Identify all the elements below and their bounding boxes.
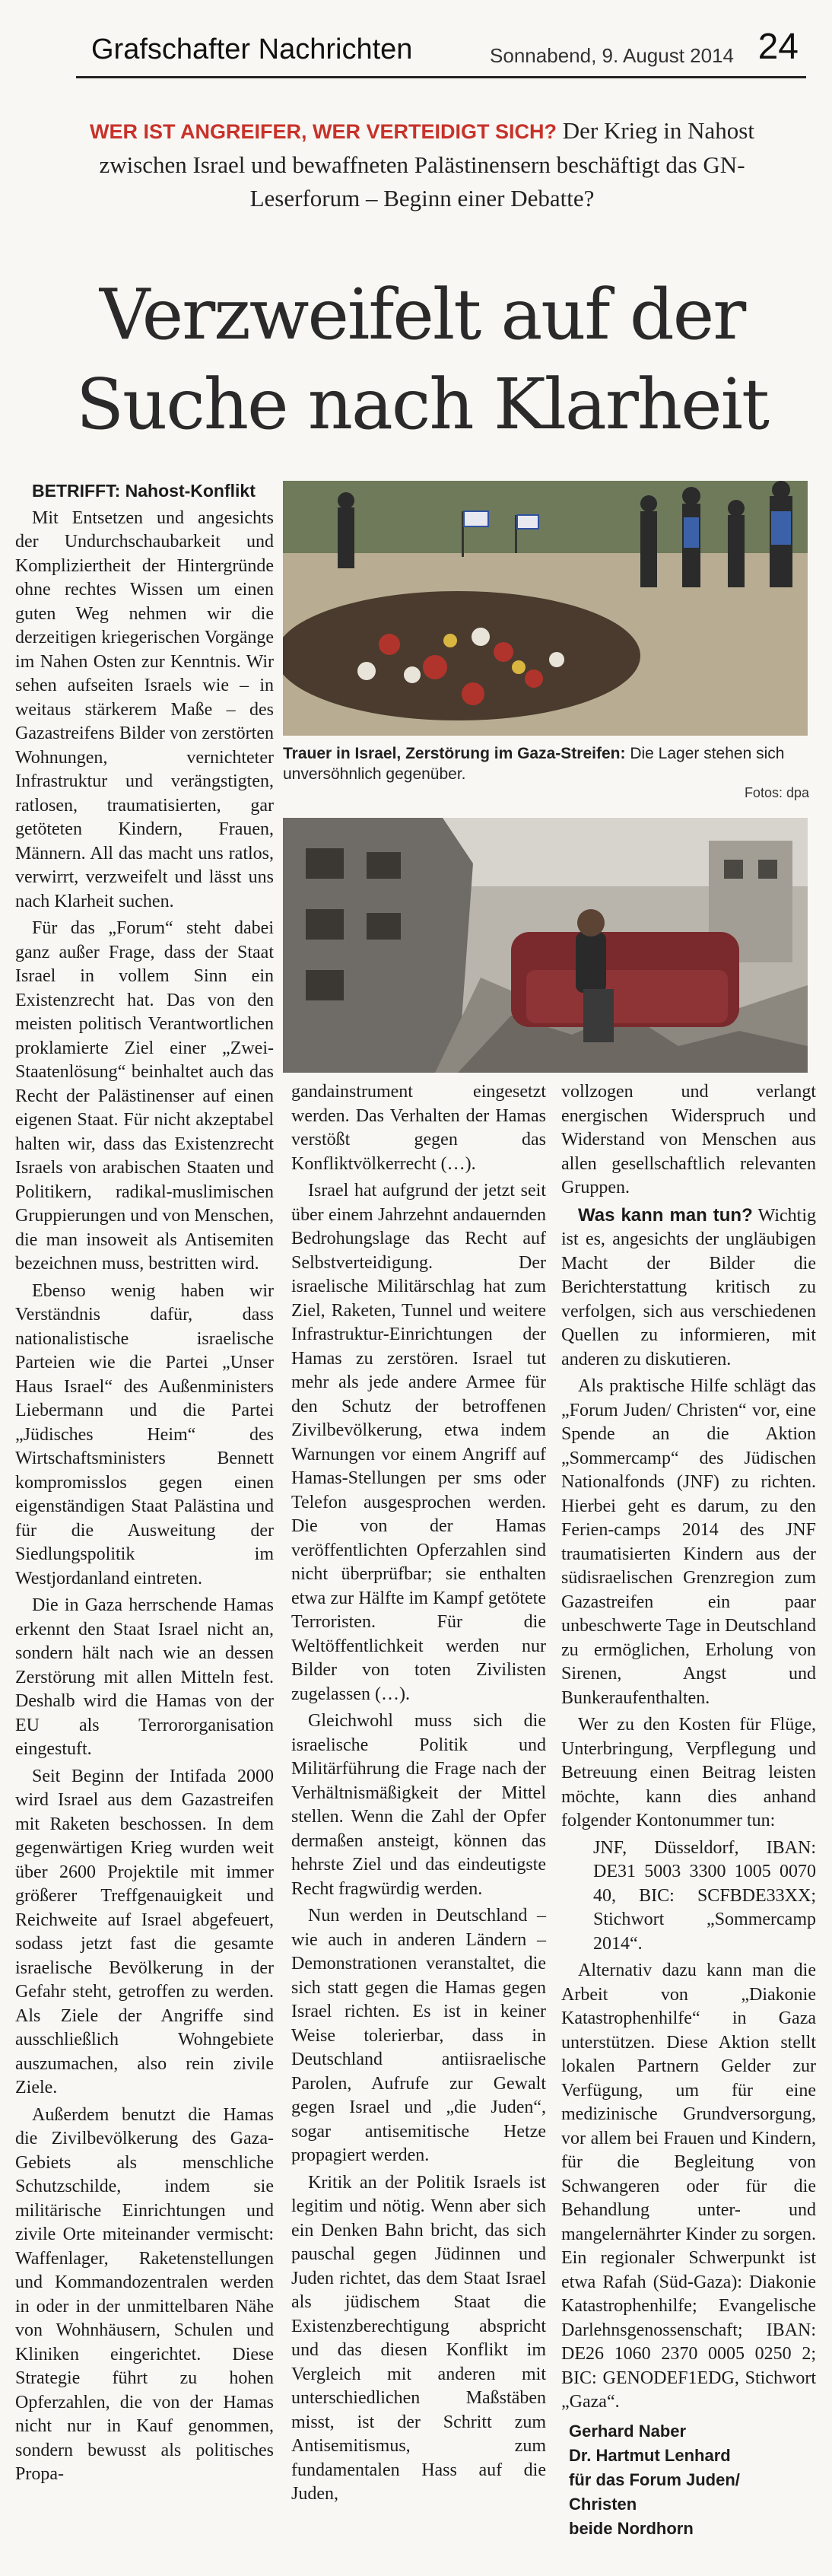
page-header <box>76 23 806 78</box>
paragraph: vollzogen und verlangt energischen Widerspruch und Widerstand von Menschen aus allen gesellschaftlich relevanten Gruppen. <box>561 1082 816 1197</box>
bank-details-jnf: JNF, Düsseldorf, IBAN: DE31 5003 3300 1005 0070 40, BIC: SCFBDE33XX; Stichwort „Sommercamp 2014“. <box>593 1837 816 1954</box>
caption-text: Die Lager stehen sich unversöhnlich gegenüber. <box>283 745 785 783</box>
paragraph: gandainstrument eingesetzt werden. Das Verhalten der Hamas verstößt gegen das Konfliktvölkerrecht (…). <box>291 1082 546 1174</box>
headline-line-2: Suche nach Klarheit <box>76 364 768 445</box>
paragraph: Kritik an der Politik Israels ist legitim und nötig. Wenn aber sich ein Denken Bahn bricht, das sich pauschal gegen Jüdinnen und Juden richtet, das dem Staat Israel als jüdischem Staat die Existenzberechtigung abspricht und das diesen Konflikt im Vergleich mit anderen mit unterschiedlichen Maßstäben misst, ist der Schritt zum Antisemitismus, zum fundamentalen Hass auf die Juden, <box>291 2172 546 2504</box>
headline <box>46 270 799 450</box>
photo-caption <box>283 743 808 784</box>
article-column-3 <box>561 1080 816 2539</box>
paragraph: Gleichwohl muss sich die israelische Politik und Militärführung die Frage nach der Verhältnismäßigkeit der Mittel stellen. Wenn die Zahl der Opfer dermaßen ansteigt, können das hehrste Ziel und das eindeutigste Recht fragwürdig werden. <box>291 1711 546 1899</box>
photo-mourning-israel <box>283 481 808 736</box>
paragraph: Für das „Forum“ steht dabei ganz außer Frage, dass der Staat Israel in vollem Sinn ein Existenzrecht hat. Das von den meisten politisch Verantwortlichen proklamierte Ziel einer „Zwei-Staatenlösung“ beinhaltet auch das Recht der Palästinenser auf einen eigenen Staat. Für nicht akzeptabel halten wir, dass das Existenzrecht Israels von arabischen Staaten und Politikern, radikal-muslimischen Gruppierungen und von Menschen, die man insoweit als Antisemiten bezeichnen muss, bestritten wird. <box>15 918 274 1274</box>
paragraph: Die in Gaza herrschende Hamas erkennt den Staat Israel nicht an, sondern hält nach wie an dessen Zerstörung mit allen Mitteln fest. Deshalb wird die Hamas von der EU als Terrororganisation eingestuft. <box>15 1595 274 1759</box>
newspaper-name: Grafschafter Nachrichten <box>91 33 413 65</box>
photo-credit: Fotos: dpa <box>744 785 809 800</box>
headline-line-1: Verzweifelt auf der <box>99 274 745 355</box>
signature-name-2: Dr. Hartmut Lenhard <box>569 2445 731 2465</box>
kicker-highlight: WER IST ANGREIFER, WER VERTEIDIGT SICH? <box>89 120 557 143</box>
article-column-2 <box>291 1080 546 2507</box>
signature-affiliation: für das Forum Juden/ <box>569 2469 740 2489</box>
betrifft-line: BETRIFFT: Nahost-Konflikt <box>32 481 256 501</box>
paragraph: Israel hat aufgrund der jetzt seit über einem Jahrzehnt andauernden Bedrohungslage das Recht auf Selbstverteidigung. Der israelische Militärschlag hat zum Ziel, Raketen, Tunnel und weitere Infrastruktur-Einrichtungen der Hamas zu zerstören. Israel tut mehr als jede andere Armee für den Schutz der betroffenen Zivilbevölkerung, etwa indem Warnungen vor einem Angriff auf Hamas-Stellungen per sms oder Telefon ausgesprochen werden. Die von der Hamas veröffentlichten Opferzahlen sind nicht überprüfbar; sie enthalten etwa zur Hälfte im Kampf getötete Terroristen. Für die Weltöffentlichkeit werden nur Bilder von toten Zivilisten zugelassen (…). <box>291 1181 546 1704</box>
page-number: 24 <box>757 27 799 67</box>
signature-affiliation-2: Christen <box>569 2494 637 2514</box>
paragraph: Mit Entsetzen und angesichts der Undurchschaubarkeit und Kompliziertheit der Hintergründe ohne rechtes Wissen um einen guten Weg nehmen wir die derzeitigen kriegerischen Vorgänge im Nahen Osten zur Kenntnis. Wir sehen aufseiten Israels wie – in weitaus stärkerem Maße – des Gazastreifens Bilder von zerstörten Wohnungen, vernichteter Infrastruktur und verängstigten, ratlosen, traumatisierten, gar getöteten Kindern, Frauen, Männern. All das macht uns ratlos, verwirrt, verzweifelt und lässt uns nach Klarheit suchen. <box>15 507 274 911</box>
subheading-was-kann-man-tun: Was kann man tun? <box>578 1204 753 1226</box>
paragraph: Als praktische Hilfe schlägt das „Forum Juden/ Christen“ vor, eine Spende an die Aktion „Sommercamp“ des Jüdischen Nationalfonds (JNF) zu richten. Hierbei geht es darum, zu den Ferien-camps 2014 des JNF traumatisierten Kindern aus der südisraelischen Grenzregion zum Gazastreifen ein paar unbeschwerte Tage in Deutschland zu ermöglichen, Erholung von Sirenen, Angst und Bunkeraufenthalten. <box>561 1376 816 1708</box>
paragraph: Alternativ dazu kann man die Arbeit von „Diakonie Katastrophenhilfe“ in Gaza unterstützen. Diese Aktion stellt lokalen Partnern Gelder zur Verfügung, um für eine medizinische Grundversorgung, vor allem bei Frauen und Kindern, für die Begleitung von Schwangeren oder für die Behandlung unter- und mangelernährter Kinder zu sorgen. Ein regionaler Schwerpunkt ist etwa Rafah (Süd-Gaza): Diakonie Katastrophenhilfe; Evangelische Darlehnsgenossenschaft; IBAN: DE26 1060 2370 0005 0250 2; BIC: GENODEF1EDG, Stichwort „Gaza“. <box>561 1961 816 2412</box>
kicker <box>68 114 776 215</box>
photo-destruction-gaza <box>283 818 808 1073</box>
kicker-text: Der Krieg in Nahost zwischen Israel und bewaffneten Palästinensern beschäftigt das GN-Leserforum – Beginn einer Debatte? <box>99 117 754 211</box>
article-column-1 <box>15 479 274 2487</box>
paragraph: Seit Beginn der Intifada 2000 wird Israel aus dem Gazastreifen mit Raketen beschossen. In dem gegenwärtigen Krieg wurden weit über 2600 Projektile mit immer größerer Treffgenauigkeit und Reichweite auf Israel abgefeuert, sodass jetzt fast die gesamte israelische Bevölkerung in der Gefahr steht, getroffen zu werden. Als Ziele der Angriffe sind ausschließlich Wohngebiete auszumachen, also rein zivile Ziele. <box>15 1766 274 2097</box>
signature-name-1: Gerhard Naber <box>569 2421 687 2441</box>
paragraph-text: Wichtig ist es, angesichts der ungläubigen Macht der Bilder die Berichterstattung kritisch zu verfolgen, sich aus verschiedenen Quellen zu informieren, mit anderen zu diskutieren. <box>561 1205 816 1369</box>
paragraph: Wer zu den Kosten für Flüge, Unterbringung, Verpflegung und Betreuung einen Beitrag leisten möchte, kann dies anhand folgender Kontonummer tun: <box>561 1715 816 1830</box>
caption-bold: Trauer in Israel, Zerstörung im Gaza-Streifen: <box>283 745 626 762</box>
paragraph <box>561 1204 816 1372</box>
issue-date: Sonnabend, 9. August 2014 <box>490 44 734 67</box>
signature-location: beide Nordhorn <box>569 2518 694 2538</box>
paragraph: Außerdem benutzt die Hamas die Zivilbevölkerung des Gaza-Gebiets als menschliche Schutzschilde, indem sie militärische Einrichtungen und zivile Orte miteinander vermischt: Waffenlager, Raketenstellungen und Kommandozentralen werden in oder in der unmittelbaren Nähe von Wohnhäusern, Schulen und Kliniken eingerichtet. Diese Strategie führt zu hohen Opferzahlen, die von der Hamas nicht nur in Kauf genommen, sondern bewusst als politisches Propa- <box>15 2104 274 2484</box>
paragraph: Ebenso wenig haben wir Verständnis dafür, dass nationalistische israelische Parteien wie die Partei „Unser Haus Israel“ des Außenministers Liebermann und die Partei „Jüdisches Heim“ des Wirtschaftsministers Bennett kompromisslos gegen einen eigenständigen Staat Palästina und für die Ausweitung der Siedlungspolitik im Westjordanland eintreten. <box>15 1280 274 1589</box>
paragraph: Nun werden in Deutschland – wie auch in anderen Ländern – Demonstrationen veranstaltet, die sich statt gegen die Hamas gegen Israel richten. Es ist in keiner Weise tolerierbar, dass in Deutschland antiisraelische Parolen, Aufrufe zur Gewalt gegen Israel und „die Juden“, sogar antisemitische Hetze propagiert werden. <box>291 1906 546 2165</box>
